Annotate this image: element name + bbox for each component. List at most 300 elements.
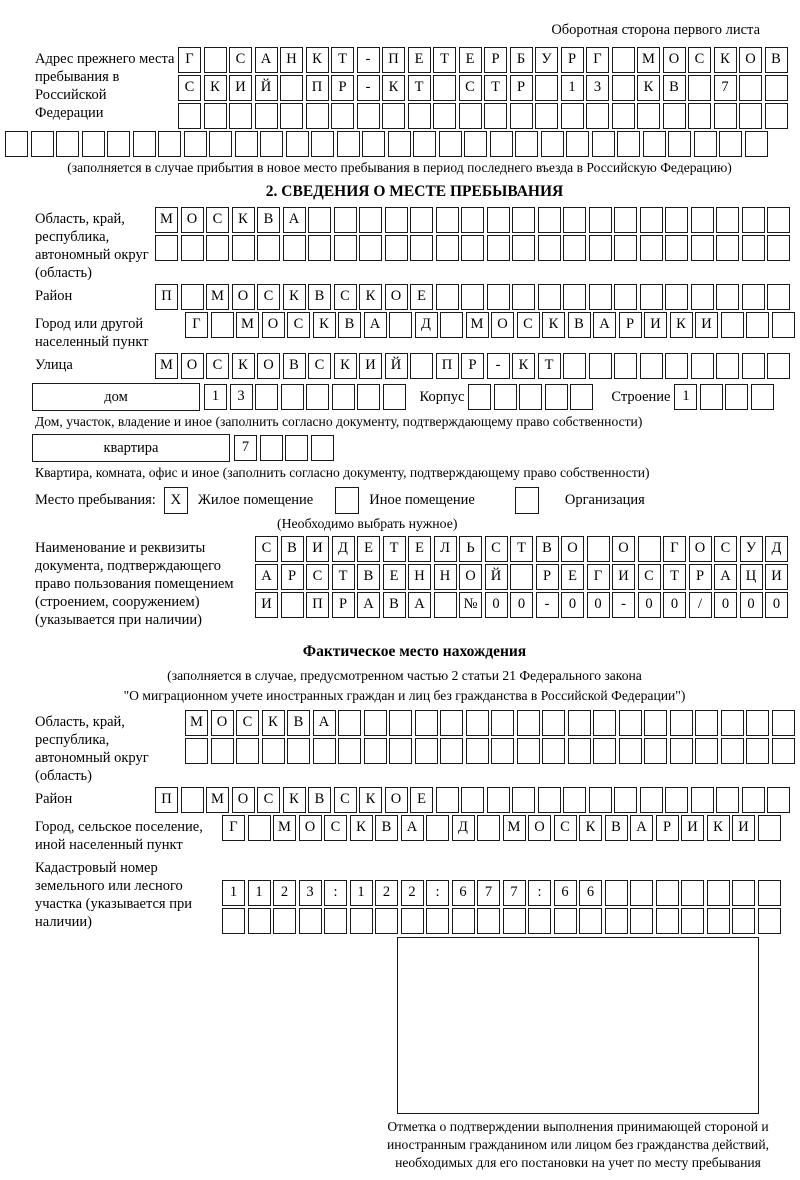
char-box <box>716 235 739 261</box>
char-box-row <box>178 75 788 101</box>
char-box: Т <box>332 564 355 590</box>
char-box: О <box>299 815 322 841</box>
char-box <box>222 908 245 934</box>
char-box <box>700 384 723 410</box>
char-box: / <box>689 592 712 618</box>
char-box <box>725 384 748 410</box>
char-box <box>637 103 660 129</box>
char-box <box>257 235 280 261</box>
char-box: М <box>185 710 208 736</box>
field-district <box>35 284 794 310</box>
char-box: К <box>542 312 565 338</box>
char-box: Р <box>619 312 642 338</box>
char-box <box>155 235 178 261</box>
char-box <box>694 131 717 157</box>
char-box: С <box>554 815 577 841</box>
char-box <box>640 235 663 261</box>
char-box-rows <box>255 536 788 618</box>
char-box <box>211 738 234 764</box>
char-box: С <box>459 75 482 101</box>
char-box-row <box>222 908 781 934</box>
char-box: В <box>765 47 788 73</box>
char-box <box>758 815 781 841</box>
char-box <box>107 131 130 157</box>
char-box: К <box>283 284 306 310</box>
char-box <box>287 738 310 764</box>
char-box-row <box>185 738 795 764</box>
char-box: О <box>528 815 551 841</box>
char-box: Р <box>689 564 712 590</box>
char-box <box>436 207 459 233</box>
char-box: О <box>385 284 408 310</box>
char-box <box>665 284 688 310</box>
char-box: Д <box>765 536 788 562</box>
char-box <box>331 103 354 129</box>
char-box: П <box>155 284 178 310</box>
char-box: 1 <box>222 880 245 906</box>
char-box: 2 <box>375 880 398 906</box>
char-box: Д <box>452 815 475 841</box>
char-box: К <box>579 815 602 841</box>
char-box: Р <box>331 75 354 101</box>
char-box <box>452 908 475 934</box>
char-box <box>695 738 718 764</box>
char-box: О <box>739 47 762 73</box>
char-box: С <box>206 353 229 379</box>
registration-mark-box <box>397 937 759 1114</box>
char-box: Н <box>280 47 303 73</box>
char-box <box>739 75 762 101</box>
char-box-row <box>204 384 406 410</box>
char-box <box>568 738 591 764</box>
char-box <box>434 592 457 618</box>
option-label-other-premise: Иное помещение <box>369 492 475 508</box>
char-box <box>691 353 714 379</box>
char-box <box>767 235 790 261</box>
char-box <box>563 787 586 813</box>
char-box <box>232 235 255 261</box>
char-box: М <box>637 47 660 73</box>
char-box <box>614 207 637 233</box>
char-box: О <box>491 312 514 338</box>
actual-location-title: Фактическое место нахождения <box>302 643 527 660</box>
char-box <box>248 908 271 934</box>
char-box <box>605 908 628 934</box>
char-box <box>643 131 666 157</box>
char-box-row <box>155 787 790 813</box>
char-box <box>280 103 303 129</box>
char-box: 7 <box>503 880 526 906</box>
char-box <box>554 908 577 934</box>
char-box <box>630 880 653 906</box>
char-box <box>389 738 412 764</box>
char-box <box>746 710 769 736</box>
char-box <box>614 353 637 379</box>
char-box: Й <box>485 564 508 590</box>
char-box <box>158 131 181 157</box>
char-box <box>461 787 484 813</box>
char-box <box>426 815 449 841</box>
char-box: С <box>334 787 357 813</box>
char-box <box>494 384 517 410</box>
char-box <box>385 207 408 233</box>
char-box: А <box>630 815 653 841</box>
char-box <box>721 710 744 736</box>
char-box-row <box>255 592 788 618</box>
char-box: : <box>528 880 551 906</box>
char-box <box>283 235 306 261</box>
char-box <box>542 710 565 736</box>
char-box <box>82 131 105 157</box>
char-box: Т <box>538 353 561 379</box>
char-box <box>732 880 755 906</box>
char-box: Е <box>408 536 431 562</box>
char-box <box>466 710 489 736</box>
char-box: К <box>359 284 382 310</box>
char-box-row <box>185 312 795 338</box>
char-box: О <box>612 536 635 562</box>
char-box <box>758 908 781 934</box>
char-box: И <box>681 815 704 841</box>
registration-mark-caption: Отметка о подтверждении выполнения принимающей стороной и иностранным гражданином или лицом без гражданства действий, необходимых для его постановки на учет по месту пребывания <box>387 1119 769 1170</box>
char-box: Р <box>536 564 559 590</box>
char-box: Р <box>561 47 584 73</box>
char-box <box>688 103 711 129</box>
char-box <box>56 131 79 157</box>
char-box: А <box>401 815 424 841</box>
char-box <box>359 207 382 233</box>
char-box <box>487 207 510 233</box>
char-box: 0 <box>714 592 737 618</box>
char-box: 3 <box>299 880 322 906</box>
char-box <box>772 312 795 338</box>
char-box <box>688 75 711 101</box>
char-box-row <box>674 384 774 410</box>
registration-mark-area <box>363 937 793 1172</box>
char-box <box>695 710 718 736</box>
char-box <box>767 284 790 310</box>
char-box: В <box>308 787 331 813</box>
char-box <box>385 235 408 261</box>
char-box <box>519 384 542 410</box>
page-side-note: Оборотная сторона первого листа <box>551 22 760 38</box>
char-box: М <box>155 353 178 379</box>
char-box <box>538 235 561 261</box>
apartment-type-box: квартира <box>32 434 230 462</box>
char-box <box>338 738 361 764</box>
char-box <box>440 312 463 338</box>
char-box <box>665 235 688 261</box>
char-box: : <box>426 880 449 906</box>
apartment-caption: Квартира, комната, офис и иное (заполнить согласно документу, подтверждающему право собственности) <box>35 465 650 480</box>
char-box <box>468 384 491 410</box>
char-box: Й <box>255 75 278 101</box>
char-box <box>742 353 765 379</box>
char-box <box>665 207 688 233</box>
char-box <box>512 207 535 233</box>
premise-type-label: Место пребывания: <box>35 492 156 508</box>
char-box <box>262 738 285 764</box>
field-region <box>35 207 794 282</box>
char-box <box>248 815 271 841</box>
char-box <box>566 131 589 157</box>
char-box: Р <box>461 353 484 379</box>
char-box: К <box>714 47 737 73</box>
char-box <box>640 353 663 379</box>
char-box <box>716 284 739 310</box>
field-cadastral <box>35 856 794 934</box>
char-box <box>568 710 591 736</box>
char-box: Е <box>410 787 433 813</box>
char-box <box>181 787 204 813</box>
char-box <box>538 207 561 233</box>
char-box <box>211 312 234 338</box>
char-box <box>719 131 742 157</box>
char-box <box>338 710 361 736</box>
char-box: Р <box>281 564 304 590</box>
char-box <box>185 738 208 764</box>
char-box <box>440 738 463 764</box>
char-box <box>517 710 540 736</box>
char-box <box>772 738 795 764</box>
char-box <box>334 235 357 261</box>
checkbox-residential: X <box>164 487 188 514</box>
char-box: А <box>313 710 336 736</box>
apartment-row <box>35 434 794 462</box>
char-box <box>538 787 561 813</box>
char-box <box>440 710 463 736</box>
char-box: 0 <box>740 592 763 618</box>
char-box-row <box>5 131 794 157</box>
char-box <box>362 131 385 157</box>
char-box <box>461 235 484 261</box>
char-box <box>350 908 373 934</box>
char-box: А <box>593 312 616 338</box>
char-box <box>477 815 500 841</box>
char-box: К <box>262 710 285 736</box>
char-box <box>656 908 679 934</box>
char-box-rows <box>155 207 790 261</box>
char-box <box>614 284 637 310</box>
char-box: С <box>714 536 737 562</box>
char-box: - <box>612 592 635 618</box>
char-box-row <box>178 47 788 73</box>
char-box: С <box>334 284 357 310</box>
char-box: Л <box>434 536 457 562</box>
char-box <box>178 103 201 129</box>
char-box <box>433 75 456 101</box>
char-box: 1 <box>561 75 584 101</box>
field-street <box>35 353 794 379</box>
char-box <box>235 131 258 157</box>
char-box-row <box>255 536 788 562</box>
char-box: М <box>503 815 526 841</box>
char-box <box>308 207 331 233</box>
char-box <box>184 131 207 157</box>
char-box <box>586 103 609 129</box>
char-box: 1 <box>674 384 697 410</box>
char-box <box>260 435 283 461</box>
char-box: 7 <box>234 435 257 461</box>
char-box: 0 <box>638 592 661 618</box>
char-box <box>410 207 433 233</box>
char-box: К <box>637 75 660 101</box>
char-box: И <box>732 815 755 841</box>
char-box: В <box>383 592 406 618</box>
char-box <box>758 880 781 906</box>
char-box: Т <box>433 47 456 73</box>
char-box <box>510 103 533 129</box>
char-box: 6 <box>452 880 475 906</box>
char-box <box>644 738 667 764</box>
char-box <box>324 908 347 934</box>
char-box <box>765 103 788 129</box>
char-box <box>410 353 433 379</box>
char-box <box>133 131 156 157</box>
char-box <box>491 710 514 736</box>
char-box <box>612 75 635 101</box>
char-box <box>517 738 540 764</box>
field-actual-district <box>35 787 794 813</box>
char-box <box>630 908 653 934</box>
char-box <box>691 284 714 310</box>
char-box <box>541 131 564 157</box>
char-box: В <box>663 75 686 101</box>
char-box: К <box>707 815 730 841</box>
char-box: Т <box>408 75 431 101</box>
char-box <box>466 738 489 764</box>
char-box <box>617 131 640 157</box>
char-box <box>742 235 765 261</box>
char-box: С <box>306 564 329 590</box>
char-box <box>707 880 730 906</box>
char-box <box>589 353 612 379</box>
char-box <box>389 312 412 338</box>
char-box: В <box>338 312 361 338</box>
char-box <box>439 131 462 157</box>
char-box <box>415 738 438 764</box>
char-box <box>375 908 398 934</box>
char-box <box>619 738 642 764</box>
char-box <box>767 353 790 379</box>
korpus-label: Корпус <box>419 389 465 405</box>
char-box: 7 <box>477 880 500 906</box>
char-box <box>716 353 739 379</box>
char-box: Н <box>408 564 431 590</box>
char-box <box>464 131 487 157</box>
char-box <box>388 131 411 157</box>
char-box <box>535 103 558 129</box>
char-box: Р <box>510 75 533 101</box>
char-box: В <box>357 564 380 590</box>
char-box: К <box>670 312 693 338</box>
char-box <box>589 787 612 813</box>
char-box-row <box>234 435 334 461</box>
char-box <box>528 908 551 934</box>
char-box <box>299 908 322 934</box>
char-box: 2 <box>273 880 296 906</box>
char-box: П <box>155 787 178 813</box>
char-box <box>665 787 688 813</box>
char-box: Т <box>663 564 686 590</box>
char-box <box>563 235 586 261</box>
char-box <box>382 103 405 129</box>
char-box: А <box>714 564 737 590</box>
char-box: К <box>232 353 255 379</box>
char-box: Ц <box>740 564 763 590</box>
char-box: 2 <box>401 880 424 906</box>
char-box: А <box>255 564 278 590</box>
char-box <box>691 235 714 261</box>
premise-type-row <box>35 487 794 514</box>
char-box: В <box>257 207 280 233</box>
char-box: Г <box>222 815 245 841</box>
house-type-box: дом <box>32 383 200 411</box>
char-box <box>332 384 355 410</box>
char-box: В <box>281 536 304 562</box>
char-box: Й <box>385 353 408 379</box>
char-box: К <box>204 75 227 101</box>
char-box: О <box>663 47 686 73</box>
char-box <box>721 312 744 338</box>
char-box <box>640 207 663 233</box>
char-box: Е <box>357 536 380 562</box>
char-box <box>563 284 586 310</box>
char-box <box>638 536 661 562</box>
char-box: Д <box>415 312 438 338</box>
char-box <box>772 710 795 736</box>
char-box: В <box>283 353 306 379</box>
char-box: П <box>382 47 405 73</box>
char-box <box>255 103 278 129</box>
char-box: К <box>350 815 373 841</box>
char-box: 3 <box>586 75 609 101</box>
char-box: И <box>765 564 788 590</box>
char-box <box>739 103 762 129</box>
char-box: С <box>485 536 508 562</box>
char-box <box>364 710 387 736</box>
char-box: И <box>695 312 718 338</box>
char-box: Р <box>332 592 355 618</box>
char-box <box>681 908 704 934</box>
char-box <box>742 207 765 233</box>
field-caption: (заполняется в случае прибытия в новое место пребывания в период последнего въезда в Российскую Федерацию) <box>67 160 732 175</box>
char-box <box>281 384 304 410</box>
char-box <box>206 235 229 261</box>
char-box: 1 <box>350 880 373 906</box>
char-box: Д <box>332 536 355 562</box>
char-box <box>426 908 449 934</box>
house-caption: Дом, участок, владение и иное (заполнить согласно документу, подтверждающему право собственности) <box>35 414 643 429</box>
char-box-rows <box>178 47 788 129</box>
char-box <box>204 47 227 73</box>
char-box <box>306 103 329 129</box>
char-box <box>563 207 586 233</box>
char-box-row <box>178 103 788 129</box>
char-box <box>436 284 459 310</box>
char-box <box>461 284 484 310</box>
char-box: К <box>313 312 336 338</box>
actual-location-caption-2: "О миграционном учете иностранных граждан и лиц без гражданства в Российской Федерации") <box>123 688 686 703</box>
char-box: 7 <box>714 75 737 101</box>
char-box: С <box>308 353 331 379</box>
char-box: Е <box>410 284 433 310</box>
char-box: П <box>306 75 329 101</box>
char-box <box>181 284 204 310</box>
char-box: М <box>236 312 259 338</box>
char-box: У <box>535 47 558 73</box>
char-box: В <box>308 284 331 310</box>
